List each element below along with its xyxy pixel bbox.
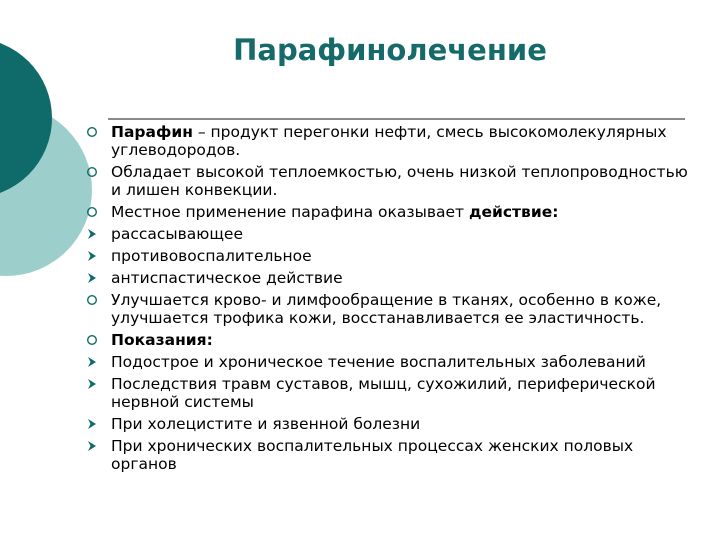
bullet-item: [86, 415, 698, 433]
arrow-icon: [86, 440, 98, 452]
bullet-text: – продукт перегонки нефти, смесь высокомолекулярных углеводородов.: [111, 123, 667, 159]
bullet-item: [86, 331, 698, 349]
circle-icon: [86, 206, 98, 218]
bullet-item: [86, 375, 698, 411]
arrow-icon: [86, 356, 98, 368]
bullet-text: Местное применение парафина оказывает: [111, 203, 469, 221]
bullet-text: Обладает высокой теплоемкостью, очень низкой теплопроводностью и лишен конвекции.: [111, 163, 688, 199]
bullet-text: антиспастическое действие: [111, 269, 343, 287]
bullet-item: [86, 269, 698, 287]
bullet-text: Подострое и хроническое течение воспалительных заболеваний: [111, 353, 646, 371]
circle-icon: [86, 126, 98, 138]
bullet-bold-text: Парафин: [111, 123, 193, 141]
bullet-list: [86, 123, 698, 477]
bullet-text: противовоспалительное: [111, 247, 312, 265]
title-underline: [108, 118, 685, 120]
bullet-item: [86, 291, 698, 327]
bullet-item: [86, 247, 698, 265]
bullet-item: [86, 225, 698, 243]
bullet-item: [86, 163, 698, 199]
arrow-icon: [86, 272, 98, 284]
bullet-text: Последствия травм суставов, мышц, сухожилий, периферической нервной системы: [111, 375, 656, 411]
arrow-icon: [86, 418, 98, 430]
slide-title: Парафинолечение: [233, 33, 547, 67]
circle-icon: [86, 294, 98, 306]
bullet-text: При холецистите и язвенной болезни: [111, 415, 421, 433]
bullet-item: [86, 123, 698, 159]
circle-icon: [86, 166, 98, 178]
arrow-icon: [86, 378, 98, 390]
arrow-icon: [86, 228, 98, 240]
bullet-item: [86, 437, 698, 473]
bullet-text: При хронических воспалительных процессах женских половых органов: [111, 437, 634, 473]
bullet-bold-text: Показания:: [111, 331, 213, 349]
bullet-item: [86, 203, 698, 221]
bullet-item: [86, 353, 698, 371]
circle-icon: [86, 334, 98, 346]
arrow-icon: [86, 250, 98, 262]
bullet-bold-text: действие:: [468, 203, 559, 221]
bullet-text: рассасывающее: [111, 225, 243, 243]
bullet-text: Улучшается крово- и лимфообращение в тканях, особенно в коже, улучшается трофика кожи, восстанавливается ее эластичность.: [111, 291, 662, 327]
